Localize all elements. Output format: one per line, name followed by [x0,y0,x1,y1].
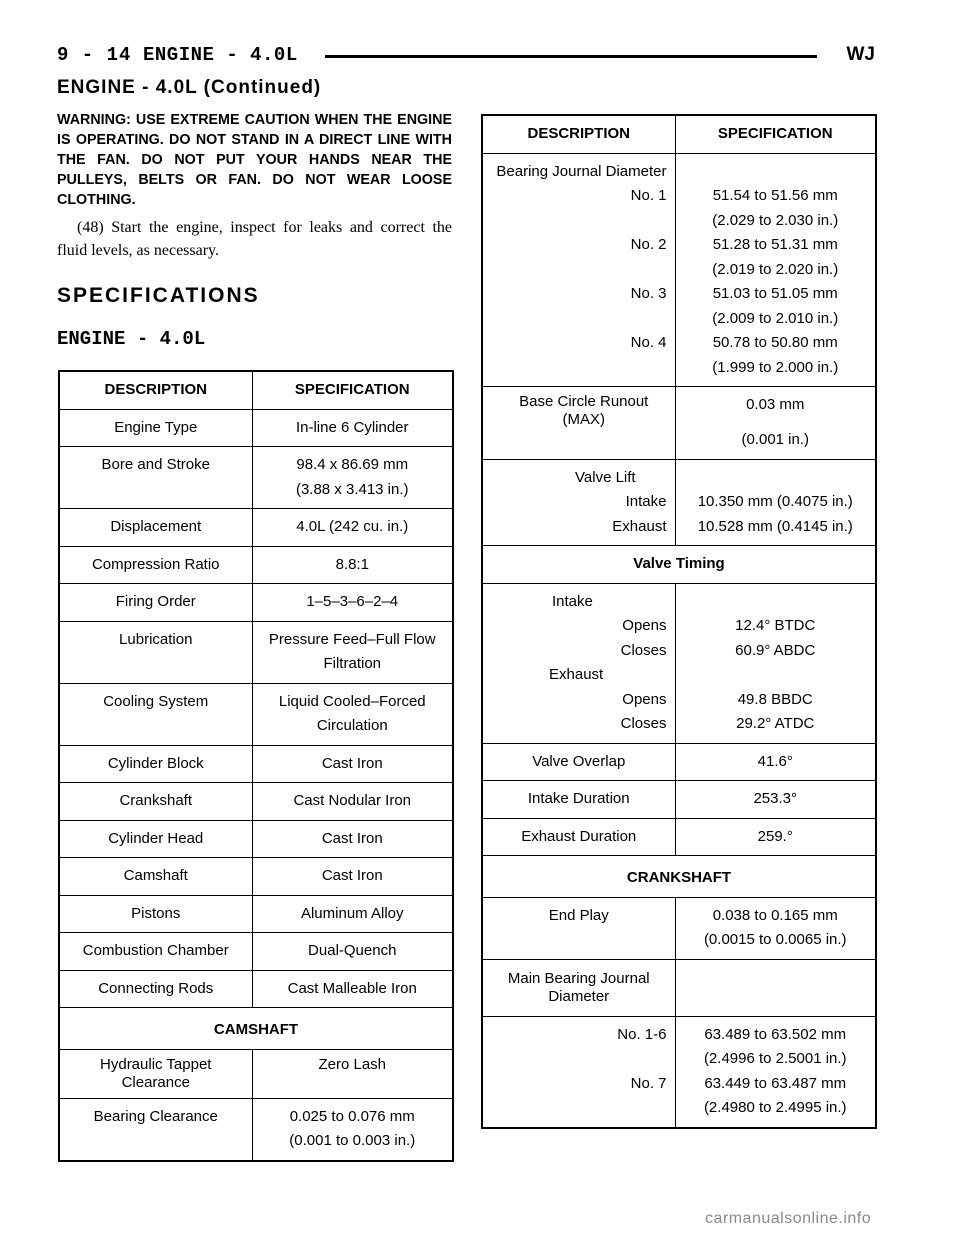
table-row: Firing Order 1–5–3–6–2–4 [59,584,453,622]
bearing-journal-row: Bearing Journal Diameter No. 1 No. 2 No. 3 No. 4 51.54 to 51.56 mm (2.029 to 2.030 in.) 51.28 to 51.31 mm (2.019 to 2.020 in.) 51.03 to 51.05 mm (2.009 to 2.010 in.) 50.78 to 50.80 mm (1.999 to 2.000 in.) [482,153,876,387]
table-row: Cylinder Head Cast Iron [59,820,453,858]
valve-timing-row: Intake Opens Closes Exhaust Opens Closes 12.4° BTDC 60.9° ABDC 49.8 BBDC 29.2° ATDC [482,583,876,743]
table-row: Exhaust Duration 259.° [482,818,876,856]
table-row: Bearing Clearance 0.025 to 0.076 mm (0.001 to 0.003 in.) [59,1098,453,1161]
table-row: Pistons Aluminum Alloy [59,895,453,933]
valve-lift-row: Valve Lift Intake Exhaust 10.350 mm (0.4075 in.) 10.528 mm (0.4145 in.) [482,459,876,546]
continued-title: ENGINE - 4.0L (Continued) [57,77,322,98]
end-play-row: End Play 0.038 to 0.165 mm (0.0015 to 0.0065 in.) [482,897,876,959]
table-header-row [482,115,876,153]
watermark: carmanualsonline.info [705,1210,872,1227]
header-description: DESCRIPTION [482,115,675,153]
engine-spec-table-continued [481,114,877,1129]
table-header-row [59,371,453,409]
header-rule [325,55,817,58]
table-row: Connecting Rods Cast Malleable Iron [59,970,453,1008]
valve-timing-section-row [482,546,876,584]
warning-text: WARNING: USE EXTREME CAUTION WHEN THE ENGINE IS OPERATING. DO NOT STAND IN A DIRECT LINE WITH THE FAN. DO NOT PUT YOUR HANDS NEAR THE PULLEYS, BELTS OR FAN. DO NOT WEAR LOOSE CLOTHING. [57,112,452,208]
header-description: DESCRIPTION [59,371,252,409]
main-bearing-values-row: No. 1-6 No. 7 63.489 to 63.502 mm (2.4996 to 2.5001 in.) 63.449 to 63.487 mm (2.4980 to 2.4995 in.) [482,1016,876,1128]
camshaft-section-label: CAMSHAFT [213,1021,299,1038]
specifications-heading: SPECIFICATIONS [57,284,260,307]
header-specification: SPECIFICATION [252,371,453,409]
table-row: Lubrication Pressure Feed–Full Flow Filtration [59,621,453,683]
camshaft-section-row [59,1008,453,1050]
step-48: (48) Start the engine, inspect for leaks and correct the fluid levels, as necessary. [57,219,452,259]
base-circle-row: Base Circle Runout (MAX) 0.03 mm (0.001 in.) [482,387,876,460]
table-row: Cylinder Block Cast Iron [59,745,453,783]
table-row: Intake Duration 253.3° [482,781,876,819]
table-row: Cooling System Liquid Cooled–Forced Circulation [59,683,453,745]
main-bearing-row: Main Bearing Journal Diameter [482,959,876,1016]
table-row: Bore and Stroke 98.4 x 86.69 mm (3.88 x 3.413 in.) [59,447,453,509]
table-row: Crankshaft Cast Nodular Iron [59,783,453,821]
crankshaft-section-label: CRANKSHAFT [626,869,732,886]
table-row: Combustion Chamber Dual-Quench [59,933,453,971]
table-row: Engine Type In-line 6 Cylinder [59,409,453,447]
header-section-title: ENGINE - 4.0L [143,44,298,66]
header-model: WJ [846,44,875,65]
header-specification: SPECIFICATION [675,115,876,153]
table-row: Displacement 4.0L (242 cu. in.) [59,509,453,547]
table-row: Hydraulic Tappet Clearance Zero Lash [59,1049,453,1098]
engine-subheading: ENGINE - 4.0L [57,328,206,350]
table-row: Valve Overlap 41.6° [482,743,876,781]
engine-spec-table [58,370,454,1162]
table-row: Compression Ratio 8.8:1 [59,546,453,584]
crankshaft-section-row [482,856,876,898]
valve-timing-section-label: Valve Timing [633,555,725,572]
page-header [57,44,875,68]
table-row: Camshaft Cast Iron [59,858,453,896]
page-number: 9 - 14 [57,44,132,66]
